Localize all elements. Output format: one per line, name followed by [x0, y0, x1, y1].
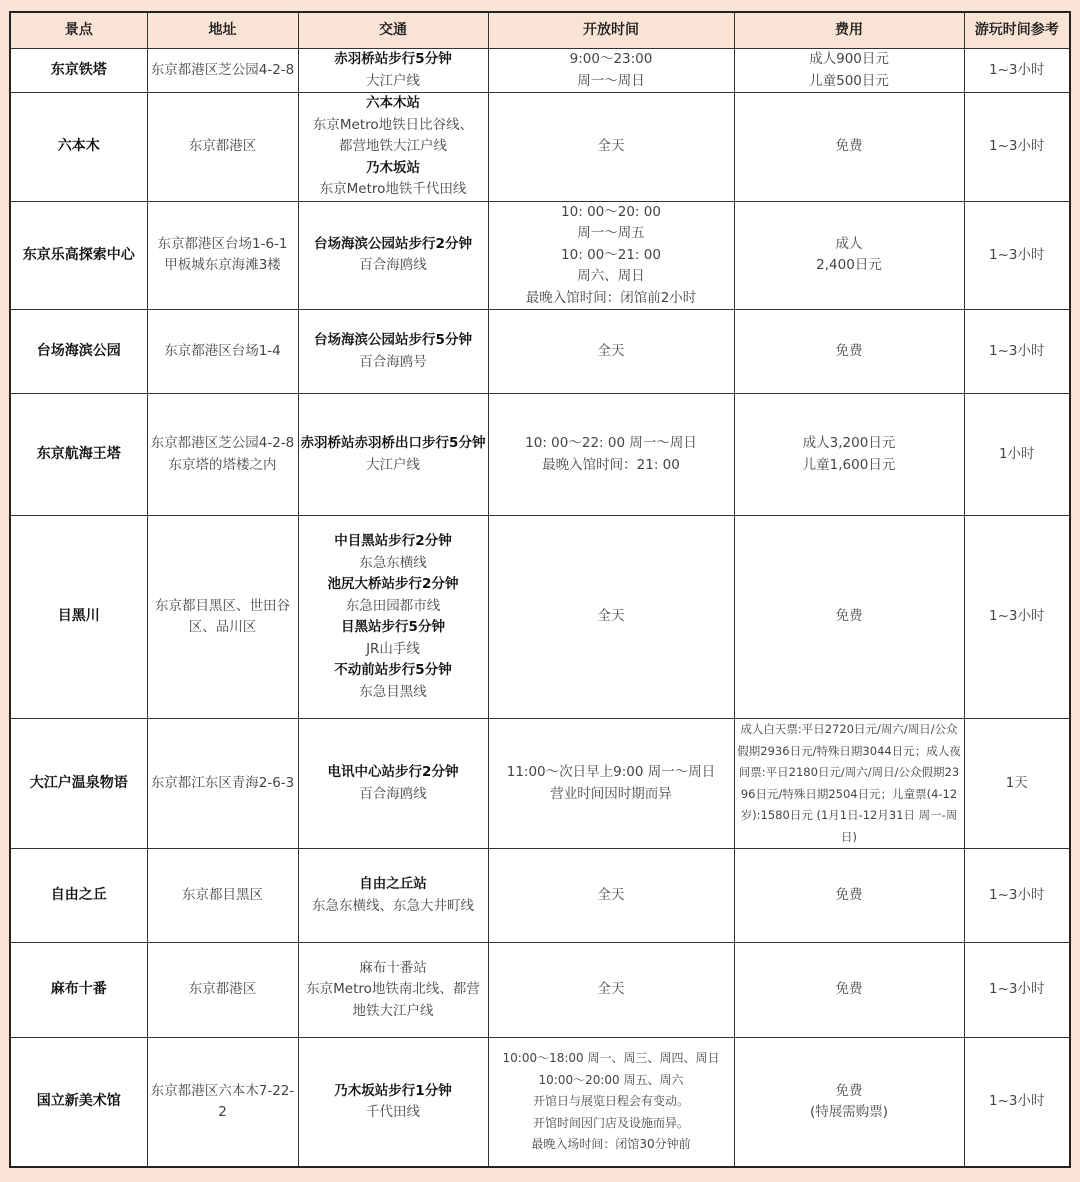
transport-line: 大江户线 — [366, 456, 420, 473]
transport-station: 池尻大桥站步行2分钟 — [327, 576, 459, 592]
address-cell: 东京都目黑区 — [147, 849, 298, 943]
transport-station: 台场海滨公园站步行5分钟 — [314, 332, 472, 348]
transport-station: 赤羽桥站步行5分钟 — [334, 51, 452, 67]
fee-cell — [734, 394, 964, 516]
hours-line: 10:00～20:00 周五、周六 — [538, 1072, 684, 1087]
transport-station: 赤羽桥站赤羽桥出口步行5分钟 — [300, 435, 486, 451]
address-cell: 东京都港区六本木7-22-2 — [147, 1038, 298, 1168]
table-row — [10, 1038, 1070, 1168]
header-transport: 交通 — [298, 12, 488, 49]
attraction-name: 东京航海王塔 — [10, 394, 147, 516]
hours-line: 全天 — [597, 138, 625, 154]
header-duration: 游玩时间参考 — [964, 12, 1070, 49]
duration-cell: 1~3小时 — [964, 943, 1070, 1038]
hours-cell — [488, 516, 734, 719]
fee-cell — [734, 516, 964, 719]
fee-line: 儿童1,600日元 — [802, 456, 896, 473]
header-opening-hours: 开放时间 — [488, 12, 734, 49]
table-row — [10, 394, 1070, 516]
duration-cell: 1~3小时 — [964, 93, 1070, 202]
transport-line: 都营地铁大江户线 — [339, 138, 447, 154]
transport-line: 东急东横线 — [359, 554, 427, 571]
hours-line: 全天 — [597, 342, 625, 359]
hours-line: 10: 00～20: 00 — [561, 203, 661, 220]
transport-cell — [298, 516, 488, 719]
header-address: 地址 — [147, 12, 298, 49]
fee-cell — [734, 1038, 964, 1168]
transport-line: 千代田线 — [366, 1104, 420, 1120]
attraction-name: 东京乐高探索中心 — [10, 201, 147, 310]
fee-line: 成人 — [835, 235, 863, 252]
hours-line: 10: 00～21: 00 — [561, 246, 661, 263]
tokyo-attractions-table — [9, 11, 1071, 1168]
attraction-name: 六本木 — [10, 93, 147, 202]
hours-cell — [488, 93, 734, 202]
duration-cell: 1~3小时 — [964, 516, 1070, 719]
fee-line: 成人900日元 — [809, 51, 889, 67]
transport-line: 百合海鸥线 — [359, 257, 427, 274]
hours-cell — [488, 310, 734, 394]
transport-station: 乃木坂站步行1分钟 — [334, 1082, 452, 1099]
table-row — [10, 943, 1070, 1038]
transport-cell — [298, 93, 488, 202]
transport-station: 台场海滨公园站步行2分钟 — [314, 235, 472, 252]
transport-station: 中目黑站步行2分钟 — [334, 533, 452, 549]
duration-cell: 1~3小时 — [964, 849, 1070, 943]
address-line: 甲板城东京海滩3楼 — [164, 257, 281, 274]
hours-line: 最晚入场时间：闭馆30分钟前 — [531, 1137, 691, 1152]
hours-line: 全天 — [597, 608, 625, 625]
hours-line: 10: 00～22: 00 周一～周日 — [525, 435, 697, 451]
attraction-name: 自由之丘 — [10, 849, 147, 943]
hours-line: 周一～周日 — [577, 72, 645, 89]
transport-line: 百合海鸥线 — [359, 785, 427, 802]
hours-cell — [488, 943, 734, 1038]
transport-line: 东急田园都市线 — [345, 597, 441, 614]
duration-cell: 1~3小时 — [964, 310, 1070, 394]
transport-station: 麻布十番站 — [359, 959, 427, 976]
fee-cell — [734, 49, 964, 93]
table-row — [10, 310, 1070, 394]
duration-cell: 1小时 — [964, 394, 1070, 516]
fee-line: 免费 — [835, 138, 863, 154]
transport-line: 东急东横线、东急大井町线 — [312, 897, 474, 914]
fee-cell — [734, 719, 964, 849]
hours-line: 全天 — [597, 886, 625, 903]
attraction-name: 大江户温泉物语 — [10, 719, 147, 849]
address-cell: 东京都港区台场1-4 — [147, 310, 298, 394]
fee-line: 免费 — [835, 342, 863, 359]
fee-line: 免费 — [835, 608, 863, 625]
table-row — [10, 201, 1070, 310]
fee-cell — [734, 943, 964, 1038]
attraction-name: 麻布十番 — [10, 943, 147, 1038]
address-cell: 东京都港区 — [147, 93, 298, 202]
hours-line: 开馆时间因门店及设施而异。 — [532, 1115, 689, 1130]
transport-line: 东京Metro地铁日比谷线、 — [312, 116, 474, 133]
transport-station: 不动前站步行5分钟 — [334, 662, 452, 678]
transport-line: 东京Metro地铁千代田线 — [319, 181, 467, 197]
fee-cell — [734, 849, 964, 943]
transport-cell — [298, 849, 488, 943]
transport-cell — [298, 310, 488, 394]
address-cell: 东京都港区 — [147, 943, 298, 1038]
attraction-name: 台场海滨公园 — [10, 310, 147, 394]
transport-line: 大江户线 — [366, 72, 420, 89]
address-cell: 东京都港区芝公园4-2-8 东京塔的塔楼之内 — [147, 394, 298, 516]
hours-cell — [488, 49, 734, 93]
table-row — [10, 719, 1070, 849]
transport-station: 目黑站步行5分钟 — [341, 619, 445, 635]
fee-line: 成人3,200日元 — [802, 435, 896, 451]
fee-cell — [734, 93, 964, 202]
address-cell: 东京都港区芝公园4-2-8 — [147, 49, 298, 93]
transport-line: 百合海鸥号 — [359, 353, 427, 370]
table-row — [10, 849, 1070, 943]
transport-line: 东急目黑线 — [359, 683, 427, 700]
transport-station: 六本木站 — [366, 95, 420, 111]
address-line: 东京都港区台场1-6-1 — [157, 235, 288, 252]
hours-line: 周一～周五 — [577, 225, 645, 241]
hours-line: 最晚入馆时间：21: 00 — [542, 456, 680, 473]
transport-station: 自由之丘站 — [359, 876, 427, 892]
transport-station: 乃木坂站 — [366, 159, 420, 176]
hours-line: 周六、周日 — [577, 268, 645, 284]
hours-line: 全天 — [597, 981, 625, 998]
header-fee: 费用 — [734, 12, 964, 49]
attraction-name: 国立新美术馆 — [10, 1038, 147, 1168]
hours-line: 开馆日与展览日程会有变动。 — [532, 1094, 689, 1109]
fee-line: 儿童500日元 — [809, 72, 889, 89]
address-cell: 东京都江东区青海2-6-3 — [147, 719, 298, 849]
fee-line: 成人白天票:平日2720日元/周六/周日/公众假期2936日元/特殊日期3044日元；成人夜间票:平日2180日元/周六/周日/公众假期2396日元/特殊日期2504日元；儿童票(4-12岁):1580日元 (1月1日-12月31日 周一-周日) — [737, 722, 961, 844]
hours-cell — [488, 719, 734, 849]
transport-cell — [298, 201, 488, 310]
fee-line: 2,400日元 — [816, 257, 882, 274]
attraction-name: 东京铁塔 — [10, 49, 147, 93]
transport-cell — [298, 943, 488, 1038]
hours-line: 10:00～18:00 周一、周三、周四、周日 — [502, 1051, 720, 1066]
hours-cell — [488, 849, 734, 943]
fee-line: (特展需购票) — [809, 1104, 889, 1120]
hours-cell — [488, 394, 734, 516]
table-row — [10, 93, 1070, 202]
fee-line: 免费 — [835, 981, 863, 998]
hours-cell — [488, 1038, 734, 1168]
duration-cell: 1天 — [964, 719, 1070, 849]
hours-line: 11:00～次日早上9:00 周一～周日 — [506, 764, 716, 780]
attraction-name: 目黑川 — [10, 516, 147, 719]
fee-line: 免费 — [835, 1082, 863, 1099]
fee-line: 免费 — [835, 886, 863, 903]
transport-cell — [298, 719, 488, 849]
transport-station: 电讯中心站步行2分钟 — [327, 764, 459, 780]
address-cell: 东京都目黑区、世田谷区、品川区 — [147, 516, 298, 719]
hours-line: 最晚入馆时间：闭馆前2小时 — [525, 289, 697, 306]
duration-cell: 1~3小时 — [964, 201, 1070, 310]
table-row — [10, 49, 1070, 93]
address-cell — [147, 201, 298, 310]
table-row — [10, 516, 1070, 719]
transport-line: JR山手线 — [366, 640, 420, 657]
transport-line: 东京Metro地铁南北线、都营地铁大江户线 — [306, 981, 480, 1019]
hours-cell — [488, 201, 734, 310]
fee-cell — [734, 310, 964, 394]
fee-cell — [734, 201, 964, 310]
transport-cell — [298, 49, 488, 93]
hours-line: 9:00～23:00 — [569, 51, 653, 67]
transport-cell — [298, 1038, 488, 1168]
duration-cell: 1~3小时 — [964, 49, 1070, 93]
hours-line: 营业时间因时期而异 — [550, 785, 672, 802]
header-row — [10, 12, 1070, 49]
duration-cell: 1~3小时 — [964, 1038, 1070, 1168]
header-attraction: 景点 — [10, 12, 147, 49]
transport-cell — [298, 394, 488, 516]
